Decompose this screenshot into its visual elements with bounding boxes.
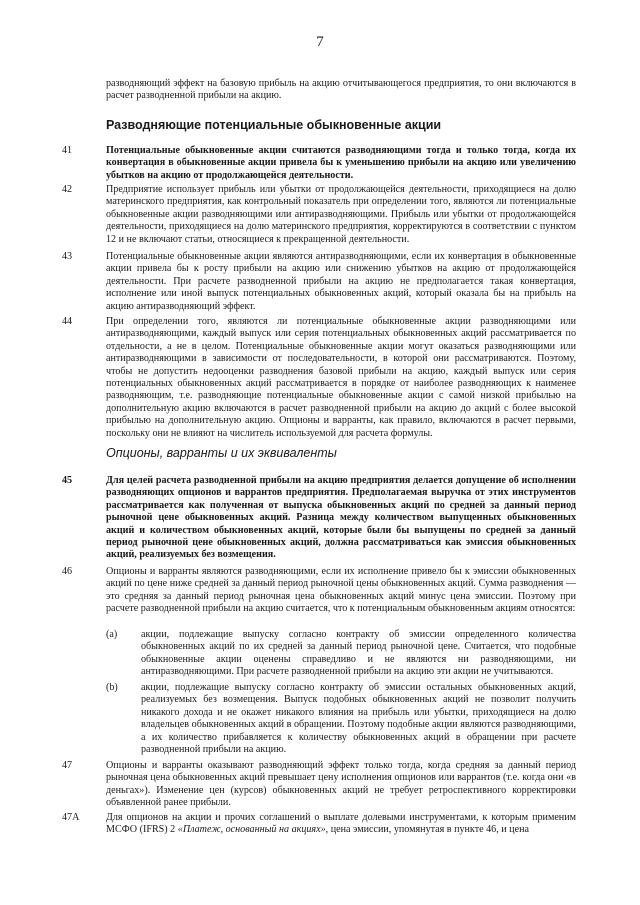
paragraph-number: 41 <box>62 145 73 156</box>
list-item-text: акции, подлежащие выпуску согласно контракту об эмиссии определенного количества обыкновенных акций по их средней за данный период рыночной цене. Считается, что подобные обыкновенные акции оценены справедливо и не являются ни разводняющими, ни антиразводняющими. При расчете разводненной прибыли на акцию эти акции не учитываются. <box>141 629 576 678</box>
list-item-label: (b) <box>106 682 118 693</box>
list-item-label: (a) <box>106 629 118 640</box>
paragraph-number: 46 <box>62 566 73 577</box>
section-heading: Разводняющие потенциальные обыкновенные акции <box>106 118 442 132</box>
paragraph-text: Предприятие использует прибыль или убытки от продолжающейся деятельности, приходящиеся на долю материнского предприятия, как контрольный показатель при определении того, являются ли потенциальные обыкновенные акции разводняющими или антиразводняющими. Прибыль или убытки от продолжающейся деятельности, приходящиеся на долю материнского предприятия, корректируются в соответствии с пунктом 12 и не включают статьи, относящиеся к прекращенной деятельности. <box>106 184 576 245</box>
paragraph-text: При определении того, являются ли потенциальные обыкновенные акции разводняющими или антиразводняющими, каждый выпуск или серия потенциальных обыкновенных акций рассматривается по отдельности, а не в целом. Потенциальные обыкновенные акции могут оказаться разводняющими или антиразводняющими в зависимости от последовательности, в которой они рассматриваются. Поэтому, чтобы не допустить недооценки разводнения базовой прибыли на акцию, каждый выпуск или серия потенциальных обыкновенных акций рассматривается в порядке от наиболее разводняющих к наименее разводняющим, т.е. разводняющие потенциальные обыкновенные акции с самой низкой прибылью на дополнительную акцию включаются в расчет разводненной прибыли на акцию до акций с более высокой прибылью на дополнительную акцию. Опционы и варранты, как правило, включаются в расчет первыми, поскольку они не влияют на числитель используемой для расчета формулы. <box>106 316 576 439</box>
paragraph-text: Для целей расчета разводненной прибыли на акцию предприятия делается допущение об исполнении разводняющих опционов и варрантов предприятия. Предполагаемая выручка от этих инструментов рассматривается как полученная от выпуска обыкновенных акций по средней за данный период рыночной цене обыкновенных акций. Разница между количеством выпущенных обыкновенных акций и количеством обыкновенных акций, которые были бы выпущены по средней за данный период рыночной цене обыкновенных акций, должна рассматриваться как эмиссия обыкновенных акций, реализуемых без возмещения. <box>106 475 576 561</box>
paragraph-text: Потенциальные обыкновенные акции являются антиразводняющими, если их конвертация в обыкновенные акции привела бы к росту прибыли на акцию или снижению убытков на акцию от продолжающейся деятельности. При расчете разводненной прибыли на акцию не предполагается такая конвертация, исполнение или иной выпуск потенциальных обыкновенных акций, который оказала бы на прибыль на акцию антиразводняющий эффект. <box>106 251 576 312</box>
paragraph-number: 45 <box>62 475 73 486</box>
paragraph-text: Опционы и варранты являются разводняющими, если их исполнение привело бы к эмиссии обыкновенных акций по цене ниже средней за данный период рыночной цены обыкновенных акций. Сумма разводнения — это средняя за данный период рыночная цена обыкновенных акций минус цена эмиссии. Поэтому при расчете разводненной прибыли на акцию считается, что к потенциальным обыкновенным акциям относятся: <box>106 566 576 615</box>
italic-reference: «Платеж, основанный на акциях» <box>177 824 326 836</box>
text-segment: Для опционов на акции и прочих соглашений о выплате долевыми инструментами, к которым применим МСФО (IFRS) 2 <box>106 812 576 836</box>
page-number: 7 <box>316 34 324 50</box>
paragraph-text: Опционы и варранты оказывают разводняющий эффект только тогда, когда средняя за данный период рыночная цена обыкновенных акций превышает цену исполнения опционов или варрантов (т.е. когда они «в деньгах»). Изменение цен (курсов) обыкновенных акций не требует ретроспективного корректировки объявленной ранее прибыли. <box>106 760 576 809</box>
continuation-text: разводняющий эффект на базовую прибыль на акцию отчитывающегося предприятия, то они включаются в расчет разводненной прибыли на акцию. <box>106 78 576 102</box>
list-item-text: акции, подлежащие выпуску согласно контракту об эмиссии остальных обыкновенных акций, реализуемых без возмещения. Выпуск подобных обыкновенных акций не позволит получить никакого дохода и не окажет никакого влияния на прибыль или убытки, приходящиеся на долю владельцев обыкновенных акций в обращении. Поэтому подобные акции являются разводняющими, а их количество прибавляется к количеству обыкновенных акций в обращении при расчете разводненной прибыли на акцию. <box>141 682 576 756</box>
paragraph-number: 44 <box>62 316 73 327</box>
paragraph-number: 47 <box>62 760 73 771</box>
paragraph-text: Потенциальные обыкновенные акции считаются разводняющими тогда и только тогда, когда их конвертация в обыкновенные акции привела бы к уменьшению прибыли на акцию или увеличению убытков на акцию от продолжающейся деятельности. <box>106 145 576 181</box>
paragraph-number: 42 <box>62 184 73 195</box>
paragraph-number: 47A <box>62 812 80 823</box>
text-segment: , цена эмиссии, упомянутая в пункте 46, и цена <box>325 824 529 836</box>
subsection-heading: Опционы, варранты и их эквиваленты <box>106 446 337 460</box>
paragraph-text <box>106 812 576 837</box>
paragraph-number: 43 <box>62 251 73 262</box>
